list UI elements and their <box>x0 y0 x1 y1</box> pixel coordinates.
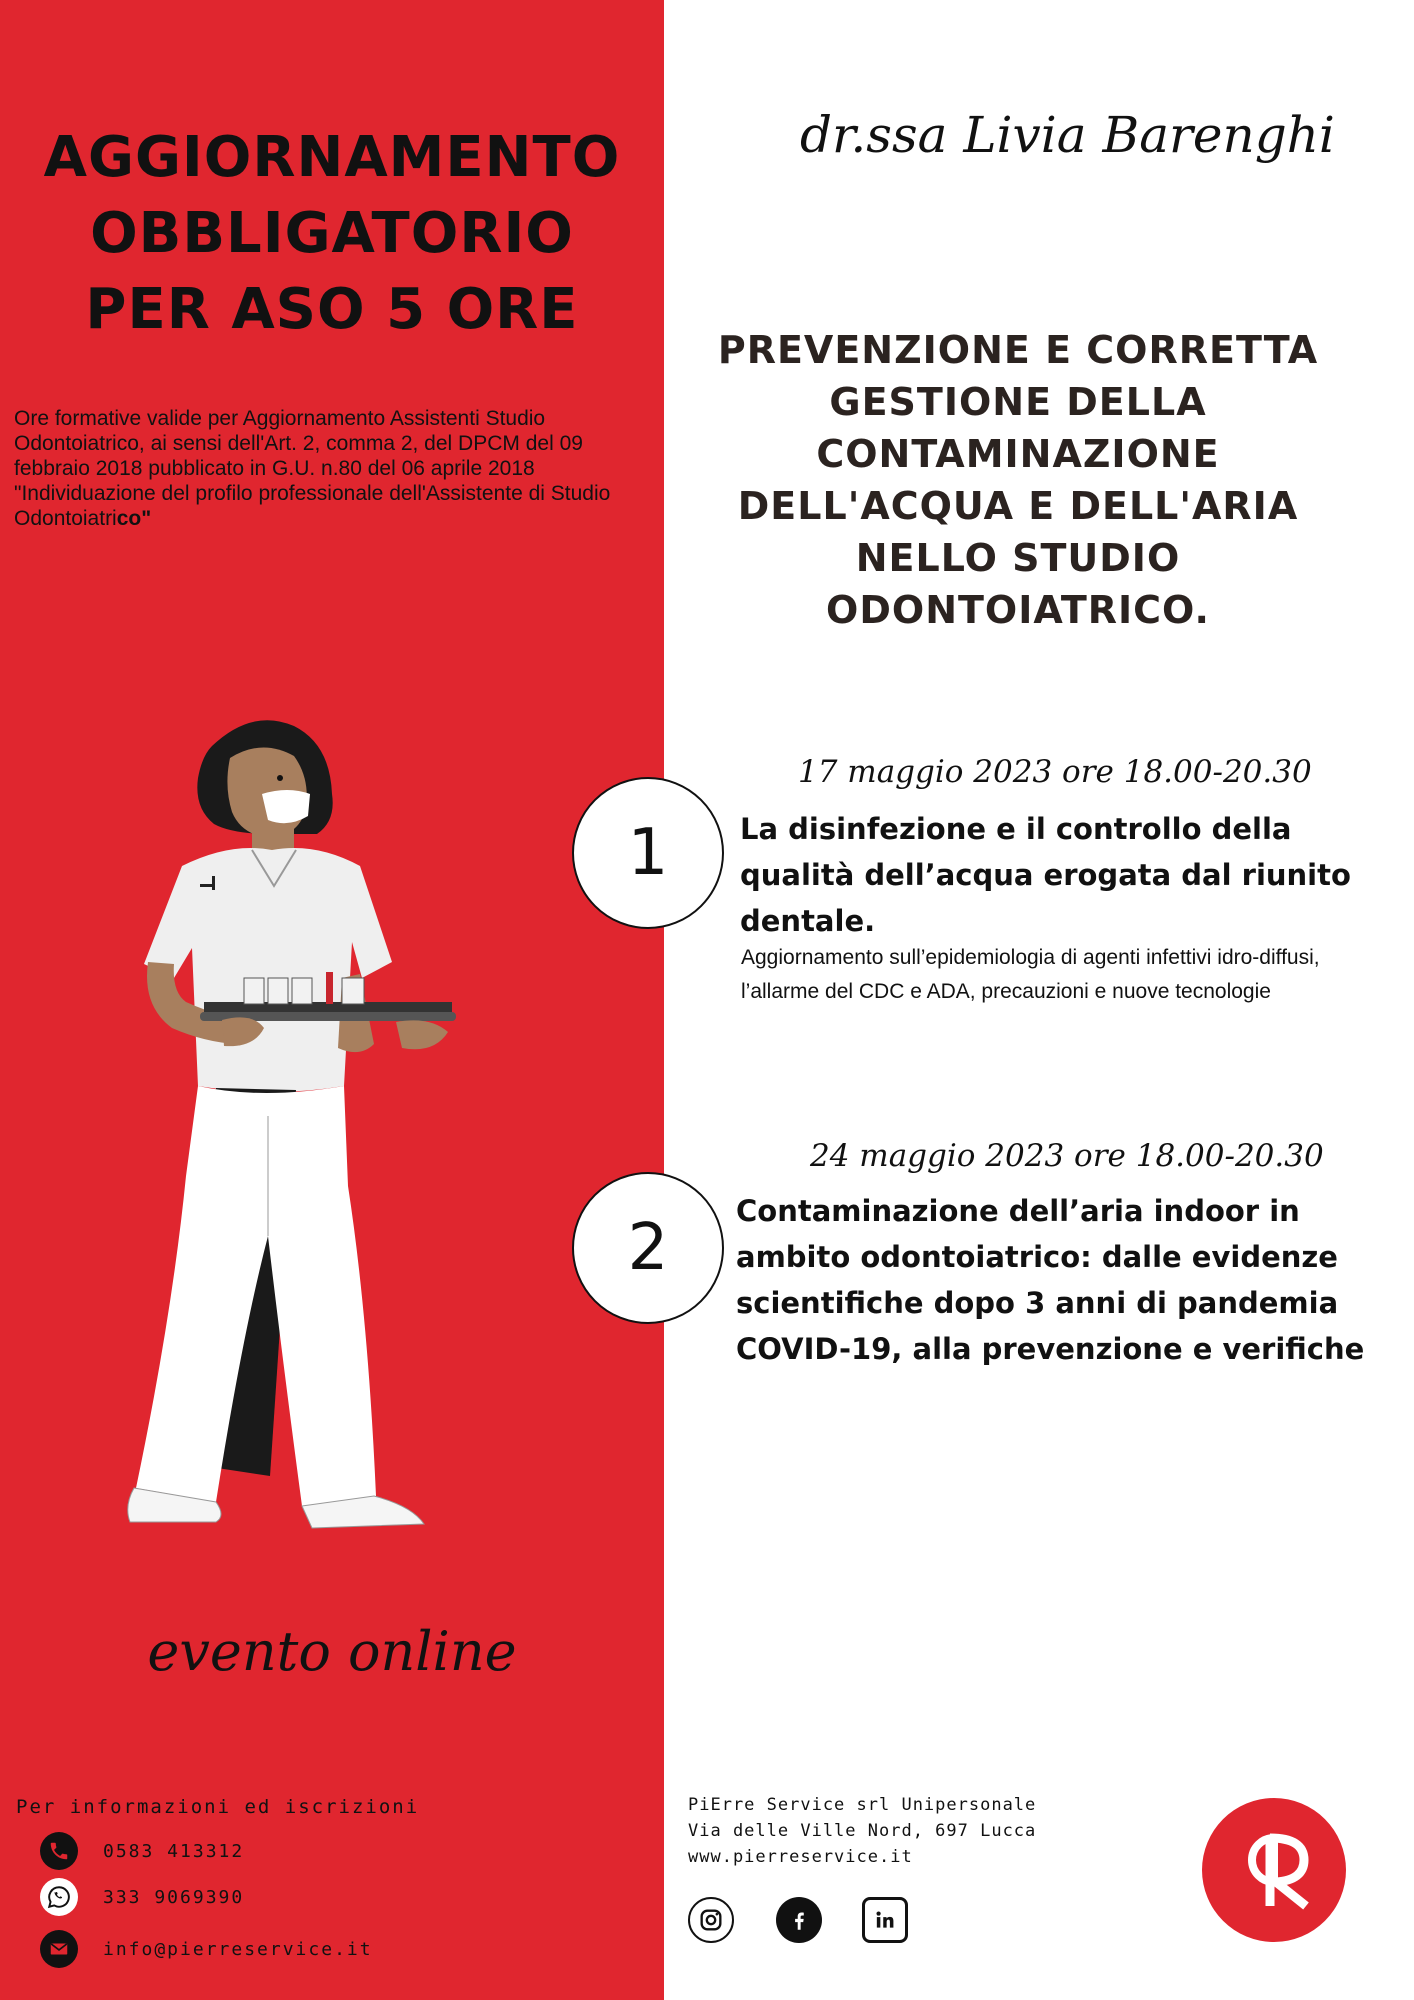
intro-text-tail: co" <box>116 507 152 530</box>
course-title-line: GESTIONE DELLA <box>829 380 1207 424</box>
session-2-title: Contaminazione dell’aria indoor in ambito odontoiatrico: dalle evidenze scientifiche dopo 3 anni di pandemia COVID-19, alla prevenzione e verifiche <box>736 1194 1365 1366</box>
left-panel <box>0 0 664 2000</box>
course-title-line: PREVENZIONE E CORRETTA <box>717 328 1319 372</box>
company-address: Via delle Ville Nord, 697 Lucca <box>688 1821 1037 1841</box>
course-title-line: NELLO STUDIO <box>855 536 1181 580</box>
company-info <box>688 1792 1036 1870</box>
contact-whatsapp-text: 333 9069390 <box>103 1886 245 1908</box>
intro-text <box>14 406 644 531</box>
contact-phone-text: 0583 413312 <box>103 1840 245 1862</box>
intro-text-body: Ore formative valide per Aggiornamento Assistenti Studio Odontoiatrico, ai sensi dell'Art. 2, comma 2, del DPCM del 09 febbraio 2018 pubblicato in G.U. n.80 del 06 aprile 2018 "Individuazione del profilo professionale dell'Assistente di Studio Odontoiatri <box>14 407 611 530</box>
headline-line: OBBLIGATORIO <box>90 201 574 266</box>
session-2-date: 24 maggio 2023 ore 18.00-20.30 <box>810 1138 1324 1174</box>
facebook-icon[interactable] <box>776 1897 822 1943</box>
whatsapp-icon <box>40 1878 78 1916</box>
contact-email[interactable] <box>40 1930 373 1968</box>
headline-line: AGGIORNAMENTO <box>43 125 621 190</box>
linkedin-icon[interactable] <box>862 1897 908 1943</box>
session-1-number: 1 <box>572 777 724 929</box>
event-type: evento online <box>147 1620 517 1683</box>
info-title: Per informazioni ed iscrizioni <box>16 1796 420 1818</box>
course-title-line: ODONTOIATRICO. <box>826 588 1210 632</box>
company-website[interactable]: www.pierreservice.it <box>688 1847 913 1867</box>
doctor-name: dr.ssa Livia Barenghi <box>800 106 1335 164</box>
headline <box>0 120 664 348</box>
contact-whatsapp[interactable] <box>40 1878 244 1916</box>
course-title-line: CONTAMINAZIONE <box>816 432 1220 476</box>
nurse-illustration <box>112 716 512 1546</box>
pierre-logo <box>1202 1798 1346 1942</box>
session-2-number: 2 <box>572 1172 724 1324</box>
course-title <box>698 324 1338 636</box>
course-title-line: DELL'ACQUA E DELL'ARIA <box>737 484 1299 528</box>
instagram-icon[interactable] <box>688 1897 734 1943</box>
contact-phone[interactable] <box>40 1832 244 1870</box>
phone-icon <box>40 1832 78 1870</box>
session-1-title: La disinfezione e il controllo della qualità dell’acqua erogata dal riunito dentale. <box>740 812 1351 938</box>
company-name: PiErre Service srl Unipersonale <box>688 1795 1037 1815</box>
contact-email-text: info@pierreservice.it <box>103 1938 373 1960</box>
session-1-date: 17 maggio 2023 ore 18.00-20.30 <box>798 754 1312 790</box>
session-1-description: Aggiornamento sull’epidemiologia di agenti infettivi idro-diffusi, l’allarme del CDC e ADA, precauzioni e nuove tecnologie <box>741 946 1320 1003</box>
email-icon <box>40 1930 78 1968</box>
headline-line: PER ASO 5 ORE <box>85 277 579 342</box>
